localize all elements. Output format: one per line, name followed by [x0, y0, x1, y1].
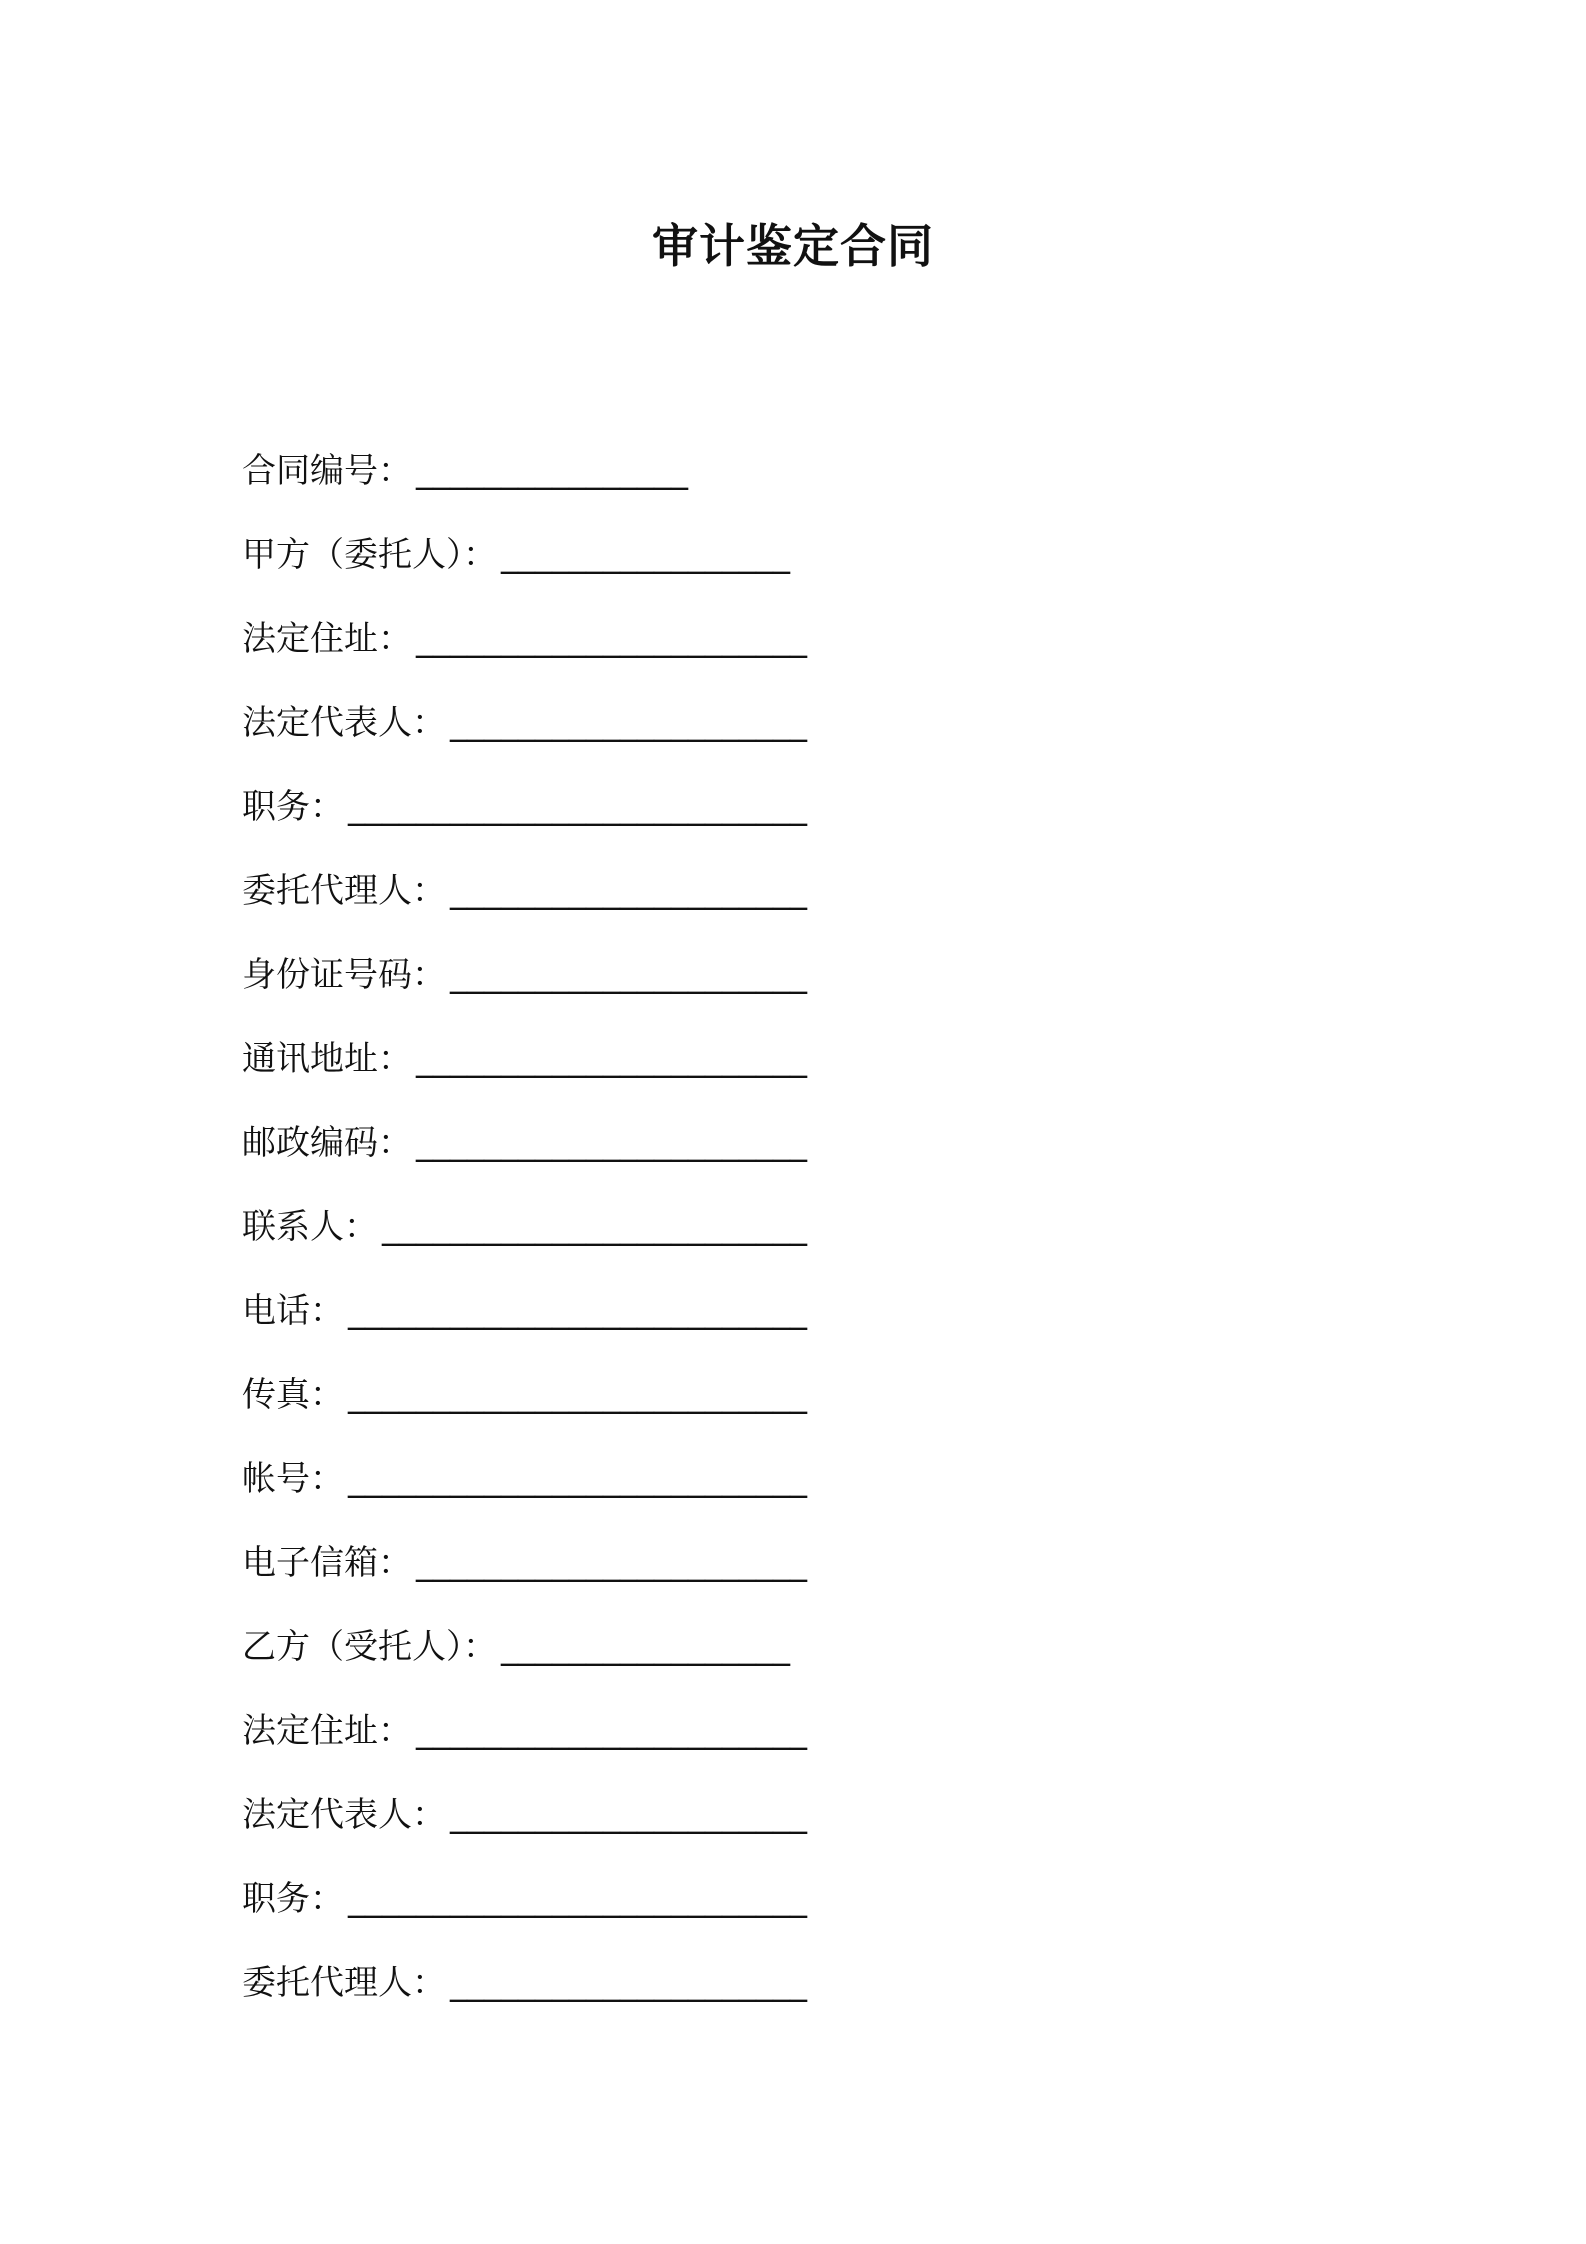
- field-blank[interactable]: ___________________________: [348, 1879, 807, 1919]
- field-label: 邮政编码：: [242, 1123, 412, 1163]
- field-blank[interactable]: ________________: [416, 451, 688, 491]
- field-party-a-agent: [242, 830, 1342, 914]
- field-label: 帐号：: [242, 1459, 344, 1499]
- field-label: 法定住址：: [242, 619, 412, 659]
- field-party-b-position: [242, 1838, 1342, 1922]
- field-blank[interactable]: _______________________: [416, 1543, 807, 1583]
- field-blank[interactable]: _________________: [501, 535, 790, 575]
- field-label: 乙方（受托人）：: [242, 1627, 497, 1667]
- field-label: 甲方（委托人）：: [242, 535, 497, 575]
- field-blank[interactable]: _______________________: [416, 1123, 807, 1163]
- field-label: 委托代理人：: [242, 871, 446, 911]
- field-blank[interactable]: ___________________________: [348, 1291, 807, 1331]
- field-blank[interactable]: _______________________: [416, 1711, 807, 1751]
- field-party-a-phone: [242, 1250, 1342, 1334]
- field-party-b-legal-rep: [242, 1754, 1342, 1838]
- field-party-a: [242, 494, 1342, 578]
- field-label: 电子信箱：: [242, 1543, 412, 1583]
- field-label: 合同编号：: [242, 451, 412, 491]
- field-party-a-account: [242, 1418, 1342, 1502]
- field-party-a-fax: [242, 1334, 1342, 1418]
- field-label: 电话：: [242, 1291, 344, 1331]
- field-label: 委托代理人：: [242, 1963, 446, 2003]
- field-party-a-mailing-address: [242, 998, 1342, 1082]
- field-party-a-postcode: [242, 1082, 1342, 1166]
- contract-fields: [242, 410, 1342, 2006]
- field-contract-number: [242, 410, 1342, 494]
- field-label: 身份证号码：: [242, 955, 446, 995]
- field-label: 联系人：: [242, 1207, 378, 1247]
- field-label: 法定代表人：: [242, 1795, 446, 1835]
- field-blank[interactable]: _____________________: [450, 1795, 807, 1835]
- field-party-a-legal-rep: [242, 662, 1342, 746]
- field-party-b: [242, 1586, 1342, 1670]
- field-party-b-agent: [242, 1922, 1342, 2006]
- field-label: 法定住址：: [242, 1711, 412, 1751]
- field-label: 传真：: [242, 1375, 344, 1415]
- field-party-a-address: [242, 578, 1342, 662]
- field-blank[interactable]: ___________________________: [348, 1375, 807, 1415]
- field-blank[interactable]: _____________________: [450, 955, 807, 995]
- field-party-a-position: [242, 746, 1342, 830]
- field-blank[interactable]: ___________________________: [348, 1459, 807, 1499]
- field-blank[interactable]: _______________________: [416, 1039, 807, 1079]
- field-blank[interactable]: _____________________: [450, 871, 807, 911]
- field-label: 法定代表人：: [242, 703, 446, 743]
- field-blank[interactable]: _____________________: [450, 703, 807, 743]
- field-party-a-contact: [242, 1166, 1342, 1250]
- field-party-a-id-number: [242, 914, 1342, 998]
- field-blank[interactable]: _________________________: [382, 1207, 807, 1247]
- document-title: 审计鉴定合同: [652, 219, 934, 273]
- field-blank[interactable]: _______________________: [416, 619, 807, 659]
- field-blank[interactable]: _________________: [501, 1627, 790, 1667]
- field-label: 通讯地址：: [242, 1039, 412, 1079]
- field-label: 职务：: [242, 787, 344, 827]
- field-label: 职务：: [242, 1879, 344, 1919]
- field-party-b-address: [242, 1670, 1342, 1754]
- field-blank[interactable]: ___________________________: [348, 787, 807, 827]
- field-blank[interactable]: _____________________: [450, 1963, 807, 2003]
- field-party-a-email: [242, 1502, 1342, 1586]
